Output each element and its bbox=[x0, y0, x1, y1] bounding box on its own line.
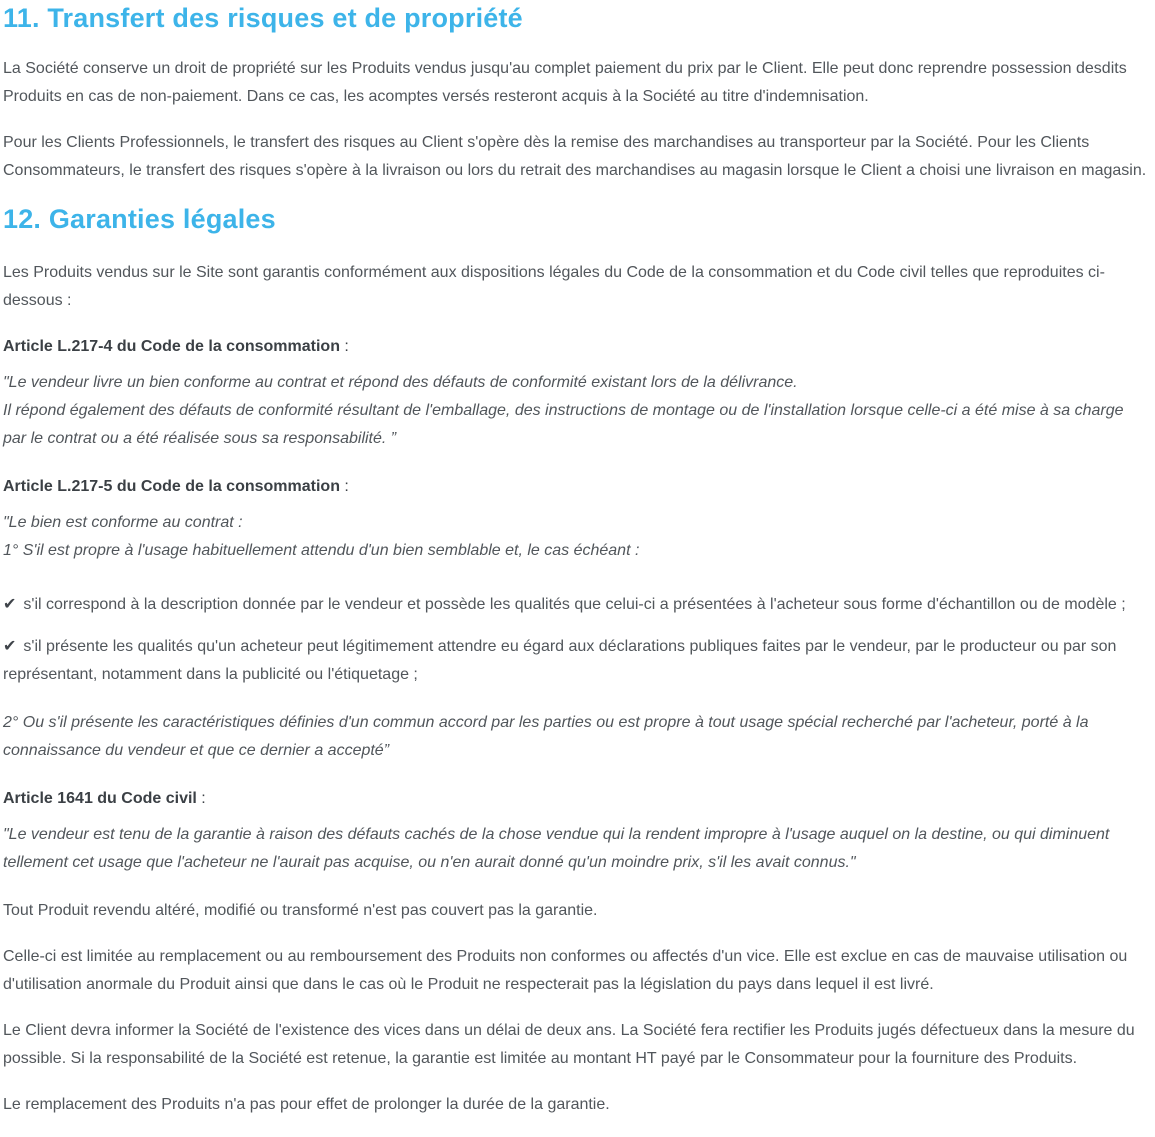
article-1641-title-colon: : bbox=[196, 790, 206, 807]
paragraph-defect-notice: Le Client devra informer la Société de l'existence des vices dans un délai de deux ans. La Société fera rectifier les Produits jugés défectueux dans la mesure du possible. Si la responsabilité de la Société est retenue, la garantie est limitée au montant HT payé par le Consommateur pour la fourniture des Produits. bbox=[3, 1022, 1135, 1067]
checklist-item-qualities bbox=[3, 633, 1151, 689]
article-l217-4-quote-line1: "Le vendeur livre un bien conforme au contrat et répond des défauts de conformité existant lors de la délivrance. bbox=[3, 374, 798, 391]
paragraph-altered-products: Tout Produit revendu altéré, modifié ou transformé n'est pas couvert pas la garantie. bbox=[3, 902, 598, 919]
article-l217-4-title-bold: Article L.217-4 du Code de la consommation bbox=[3, 338, 340, 355]
article-1641-quote: "Le vendeur est tenu de la garantie à raison des défauts cachés de la chose vendue qui la rendent impropre à l'usage auquel on la destine, ou qui diminuent tellement cet usage que l'acheteur ne l'aurait pas acquise, ou n'en aurait donné qu'un moindre prix, s'il les avait connus." bbox=[3, 826, 1110, 871]
article-1641-title bbox=[3, 785, 1151, 813]
article-l217-5-quote-2deg: 2° Ou s'il présente les caractéristiques définies d'un commun accord par les parties ou est propre à tout usage spécial recherché par l'acheteur, porté à la connaissance du vendeur et que ce dernier a accepté” bbox=[3, 714, 1089, 759]
article-l217-4-title bbox=[3, 333, 1151, 361]
article-l217-5-quote bbox=[3, 509, 1151, 565]
section-12-intro: Les Produits vendus sur le Site sont garantis conformément aux dispositions légales du Code de la consommation et du Code civil telles que reproduites ci-dessous : bbox=[3, 264, 1105, 309]
section-12-heading: 12. Garanties légales bbox=[3, 204, 276, 234]
checklist-item-description bbox=[3, 591, 1151, 619]
section-11-heading: 11. Transfert des risques et de propriété bbox=[3, 3, 523, 33]
article-1641-title-bold: Article 1641 du Code civil bbox=[3, 790, 197, 807]
article-l217-5-title-colon: : bbox=[339, 478, 349, 495]
article-l217-5-quote-line2: 1° S'il est propre à l'usage habituellement attendu d'un bien semblable et, le cas échéant : bbox=[3, 542, 640, 559]
paragraph-warranty-limits: Celle-ci est limitée au remplacement ou au remboursement des Produits non conformes ou affectés d'un vice. Elle est exclue en cas de mauvaise utilisation ou d'utilisation anormale du Produit ainsi que dans le cas où le Produit ne respecterait pas la législation du pays dans lequel il est livré. bbox=[3, 948, 1128, 993]
check-icon: ✔ bbox=[3, 638, 17, 655]
article-l217-4-quote bbox=[3, 369, 1151, 453]
article-l217-4-title-colon: : bbox=[339, 338, 349, 355]
check-icon: ✔ bbox=[3, 596, 17, 613]
article-l217-5-title bbox=[3, 473, 1151, 501]
paragraph-replacement: Le remplacement des Produits n'a pas pour effet de prolonger la durée de la garantie. bbox=[3, 1096, 610, 1113]
checklist-item-qualities-text: s'il présente les qualités qu'un acheteur peut légitimement attendre eu égard aux déclarations publiques faites par le vendeur, par le producteur ou par son représentant, notamment dans la publicité ou l'étiquetage ; bbox=[3, 638, 1117, 683]
article-l217-4-quote-line2: Il répond également des défauts de conformité résultant de l'emballage, des instructions de montage ou de l'installation lorsque celle-ci a été mise à sa charge par le contrat ou a été réalisée sous sa responsabilité. ” bbox=[3, 402, 1124, 447]
article-l217-5-title-bold: Article L.217-5 du Code de la consommation bbox=[3, 478, 340, 495]
checklist-item-description-text: s'il correspond à la description donnée par le vendeur et possède les qualités que celui-ci a présentées à l'acheteur sous forme d'échantillon ou de modèle ; bbox=[23, 596, 1126, 613]
article-l217-5-quote-line1: "Le bien est conforme au contrat : bbox=[3, 514, 243, 531]
section-11-paragraph-retention: La Société conserve un droit de propriété sur les Produits vendus jusqu'au complet paiement du prix par le Client. Elle peut donc reprendre possession desdits Produits en cas de non-paiement. Dans ce cas, les acomptes versés resteront acquis à la Société au titre d'indemnisation. bbox=[3, 60, 1127, 105]
section-11-paragraph-risk-transfer: Pour les Clients Professionnels, le transfert des risques au Client s'opère dès la remise des marchandises au transporteur par la Société. Pour les Clients Consommateurs, le transfert des risques s'opère à la livraison ou lors du retrait des marchandises au magasin lorsque le Client a choisi une livraison en magasin. bbox=[3, 134, 1147, 179]
